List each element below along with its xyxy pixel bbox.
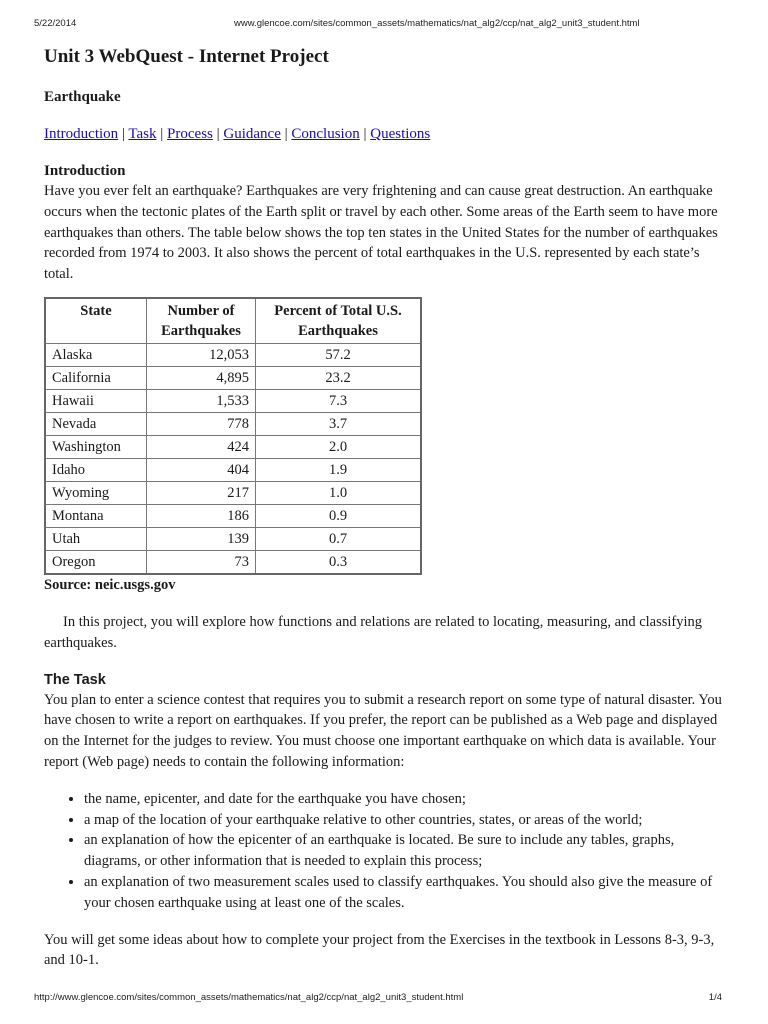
table-row	[45, 366, 421, 389]
cell-percent: 2.0	[256, 435, 422, 458]
cell-state: Hawaii	[45, 389, 147, 412]
earthquake-table	[44, 297, 422, 575]
cell-percent: 7.3	[256, 389, 422, 412]
list-item: • an explanation of two measurement scales used to classify earthquakes. You should also give the measure of your chosen earthquake using at least one of the scales.	[84, 872, 724, 914]
cell-state: Washington	[45, 435, 147, 458]
list-item: • a map of the location of your earthquake relative to other countries, states, or areas of the world;	[84, 810, 724, 831]
nav-link-process[interactable]: Process	[167, 126, 213, 142]
table-row	[45, 481, 421, 504]
cell-state: Utah	[45, 527, 147, 550]
cell-state: Alaska	[45, 343, 147, 366]
nav-link-task[interactable]: Task	[128, 126, 157, 142]
cell-state: Oregon	[45, 550, 147, 574]
cell-number: 4,895	[147, 366, 256, 389]
nav-separator: |	[363, 126, 367, 142]
cell-percent: 57.2	[256, 343, 422, 366]
print-footer	[34, 992, 734, 1006]
table-row	[45, 458, 421, 481]
table-source: Source: neic.usgs.gov	[44, 576, 176, 593]
page-content	[44, 44, 724, 971]
cell-state: Nevada	[45, 412, 147, 435]
task-requirements-list	[44, 789, 724, 914]
table-row	[45, 412, 421, 435]
table-row	[45, 550, 421, 574]
nav-separator: |	[160, 126, 164, 142]
cell-number: 139	[147, 527, 256, 550]
col-header-percent: Percent of Total U.S. Earthquakes	[256, 298, 422, 344]
col-header-state: State	[45, 298, 147, 344]
list-item: • the name, epicenter, and date for the earthquake you have chosen;	[84, 789, 724, 810]
table-row	[45, 527, 421, 550]
cell-state: Montana	[45, 504, 147, 527]
table-row	[45, 504, 421, 527]
cell-state: Idaho	[45, 458, 147, 481]
nav-link-conclusion[interactable]: Conclusion	[291, 126, 360, 142]
print-date: 5/22/2014	[34, 18, 77, 29]
cell-percent: 1.0	[256, 481, 422, 504]
nav-link-introduction[interactable]: Introduction	[44, 126, 119, 142]
cell-percent: 3.7	[256, 412, 422, 435]
cell-percent: 0.9	[256, 504, 422, 527]
table-row	[45, 389, 421, 412]
cell-number: 186	[147, 504, 256, 527]
intro-heading: Introduction	[44, 163, 126, 179]
cell-number: 12,053	[147, 343, 256, 366]
explore-paragraph: In this project, you will explore how functions and relations are related to locating, measuring, and classifying earthquakes.	[44, 613, 703, 651]
table-row	[45, 435, 421, 458]
cell-state: California	[45, 366, 147, 389]
print-footer-url: http://www.glencoe.com/sites/common_assets/mathematics/nat_alg2/ccp/nat_alg2_unit3_student.html	[34, 992, 464, 1003]
list-item: • an explanation of how the epicenter of an earthquake is located. Be sure to include any tables, graphs, diagrams, or other information that is needed to explain this process;	[84, 830, 724, 872]
page-subtitle: Earthquake	[44, 89, 121, 105]
nav-link-guidance[interactable]: Guidance	[223, 126, 281, 142]
col-header-number: Number of Earthquakes	[147, 298, 256, 344]
print-header	[34, 18, 734, 32]
cell-number: 217	[147, 481, 256, 504]
cell-percent: 1.9	[256, 458, 422, 481]
nav-separator: |	[216, 126, 220, 142]
nav-link-questions[interactable]: Questions	[370, 126, 431, 142]
print-header-url: www.glencoe.com/sites/common_assets/mathematics/nat_alg2/ccp/nat_alg2_unit3_student.html	[234, 18, 640, 29]
cell-number: 424	[147, 435, 256, 458]
table-row	[45, 343, 421, 366]
cell-state: Wyoming	[45, 481, 147, 504]
intro-paragraph: Have you ever felt an earthquake? Earthquakes are very frightening and can cause great destruction. An earthquake occurs when the tectonic plates of the Earth split or travel by each other. Some areas of the Earth seem to have more earthquakes than others. The table below shows the top ten states in the United States for the number of earthquakes recorded from 1974 to 2003. It also shows the percent of total earthquakes in the U.S. represented by each state’s total.	[44, 183, 718, 283]
cell-number: 73	[147, 550, 256, 574]
cell-percent: 0.7	[256, 527, 422, 550]
page-number: 1/4	[708, 992, 722, 1003]
table-header-row	[45, 298, 421, 344]
cell-percent: 23.2	[256, 366, 422, 389]
cell-number: 1,533	[147, 389, 256, 412]
task-paragraph: You plan to enter a science contest that requires you to submit a research report on some type of natural disaster. You have chosen to write a report on earthquakes. If you prefer, the report can be published as a Web page and displayed on the Internet for the judges to review. You must choose one important earthquake on which data is available. Your report (Web page) needs to contain the following information:	[44, 691, 722, 770]
section-nav	[44, 124, 724, 144]
cell-number: 404	[147, 458, 256, 481]
nav-separator: |	[121, 126, 125, 142]
cell-percent: 0.3	[256, 550, 422, 574]
closing-paragraph: You will get some ideas about how to complete your project from the Exercises in the textbook in Lessons 8-3, 9-3, and 10-1.	[44, 931, 715, 969]
page-title: Unit 3 WebQuest - Internet Project	[44, 46, 329, 67]
cell-number: 778	[147, 412, 256, 435]
task-heading: The Task	[44, 671, 106, 688]
nav-separator: |	[284, 126, 288, 142]
